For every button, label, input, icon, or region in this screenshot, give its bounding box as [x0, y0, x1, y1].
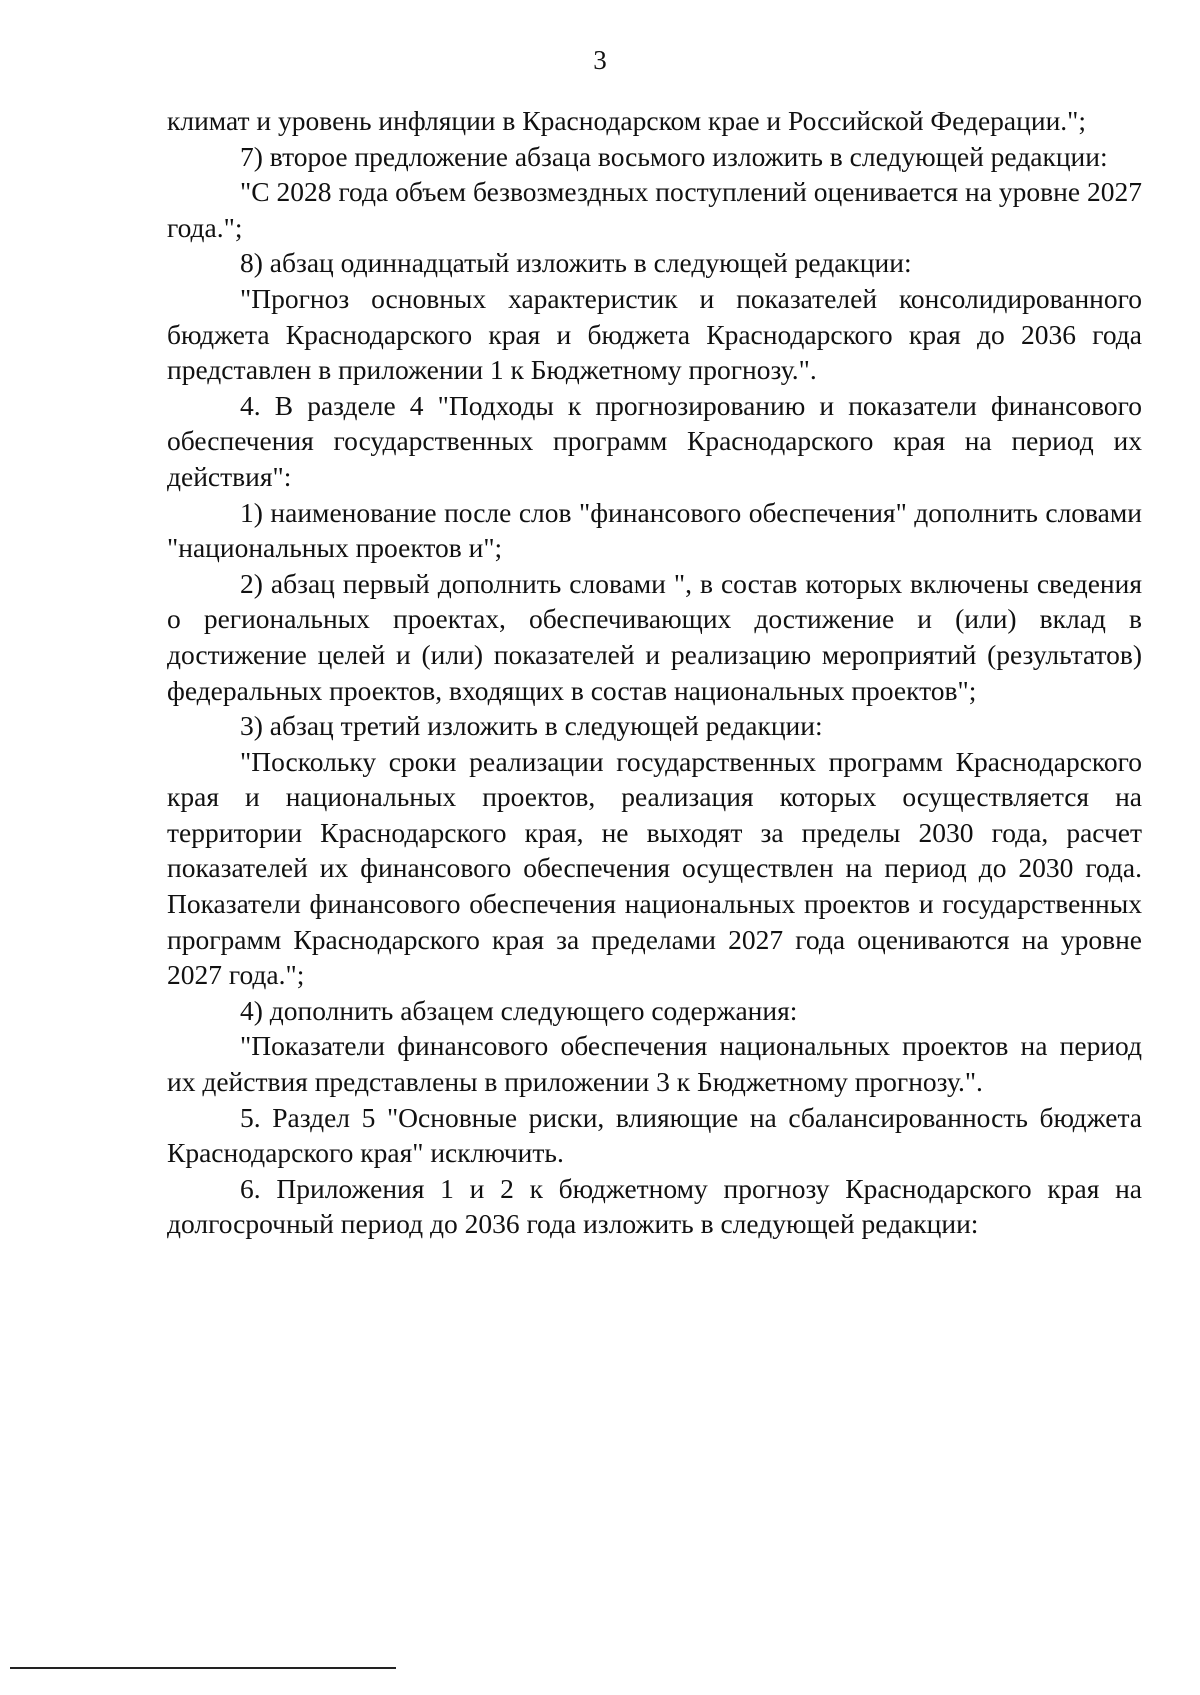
paragraph-item-8: 8) абзац одиннадцатый изложить в следующей редакции:: [240, 247, 912, 279]
footer-rule: [10, 1667, 396, 1669]
paragraph-section-5: 5. Раздел 5 "Основные риски, влияющие на сбалансированность бюджета Краснодарского края" исключить.: [167, 1101, 1142, 1169]
paragraph-item-4: 4) дополнить абзацем следующего содержания:: [240, 994, 798, 1026]
paragraph-item-1: 1) наименование после слов "финансового обеспечения" дополнить словами "национальных проектов и";: [167, 496, 1142, 564]
paragraph-quote-programs: "Поскольку сроки реализации государственных программ Краснодарского края и национальных проектов, реализация которых осуществляется на территории Краснодарского края, не выходят за пределы 2030 года, расчет показателей их финансового обеспечения осуществлен на период до 2030 года. Показатели финансового обеспечения национальных проектов и государственных программ Краснодарского края за пределами 2027 года оцениваются на уровне 2027 года.";: [167, 745, 1142, 991]
paragraph-continuation: климат и уровень инфляции в Краснодарском крае и Российской Федерации.";: [167, 105, 1087, 136]
paragraph-item-2: 2) абзац первый дополнить словами ", в состав которых включены сведения о региональных проектах, обеспечивающих достижение и (или) вклад в достижение целей и (или) показателей и реализацию мероприятий (результатов) федеральных проектов, входящих в состав национальных проектов";: [167, 567, 1142, 706]
document-body: [167, 103, 1142, 1242]
paragraph-quote-grants: "С 2028 года объем безвозмездных поступлений оценивается на уровне 2027 года.";: [167, 176, 1142, 243]
paragraph-section-6: 6. Приложения 1 и 2 к бюджетному прогнозу Краснодарского края на долгосрочный период до 2036 года изложить в следующей редакции:: [167, 1172, 1142, 1240]
paragraph-section-4: 4. В разделе 4 "Подходы к прогнозированию и показатели финансового обеспечения государственных программ Краснодарского края на период их действия":: [167, 389, 1142, 492]
paragraph-quote-appendix-3: "Показатели финансового обеспечения национальных проектов на период их действия представлены в приложении 3 к Бюджетному прогнозу.".: [167, 1030, 1142, 1098]
page-number: 3: [593, 45, 607, 75]
paragraph-quote-forecast: "Прогноз основных характеристик и показателей консолидированного бюджета Краснодарского края и бюджета Краснодарского края до 2036 года представлен в приложении 1 к Бюджетному прогнозу.".: [167, 282, 1142, 386]
paragraph-item-3: 3) абзац третий изложить в следующей редакции:: [240, 710, 823, 742]
paragraph-item-7: 7) второе предложение абзаца восьмого изложить в следующей редакции:: [240, 140, 1108, 172]
